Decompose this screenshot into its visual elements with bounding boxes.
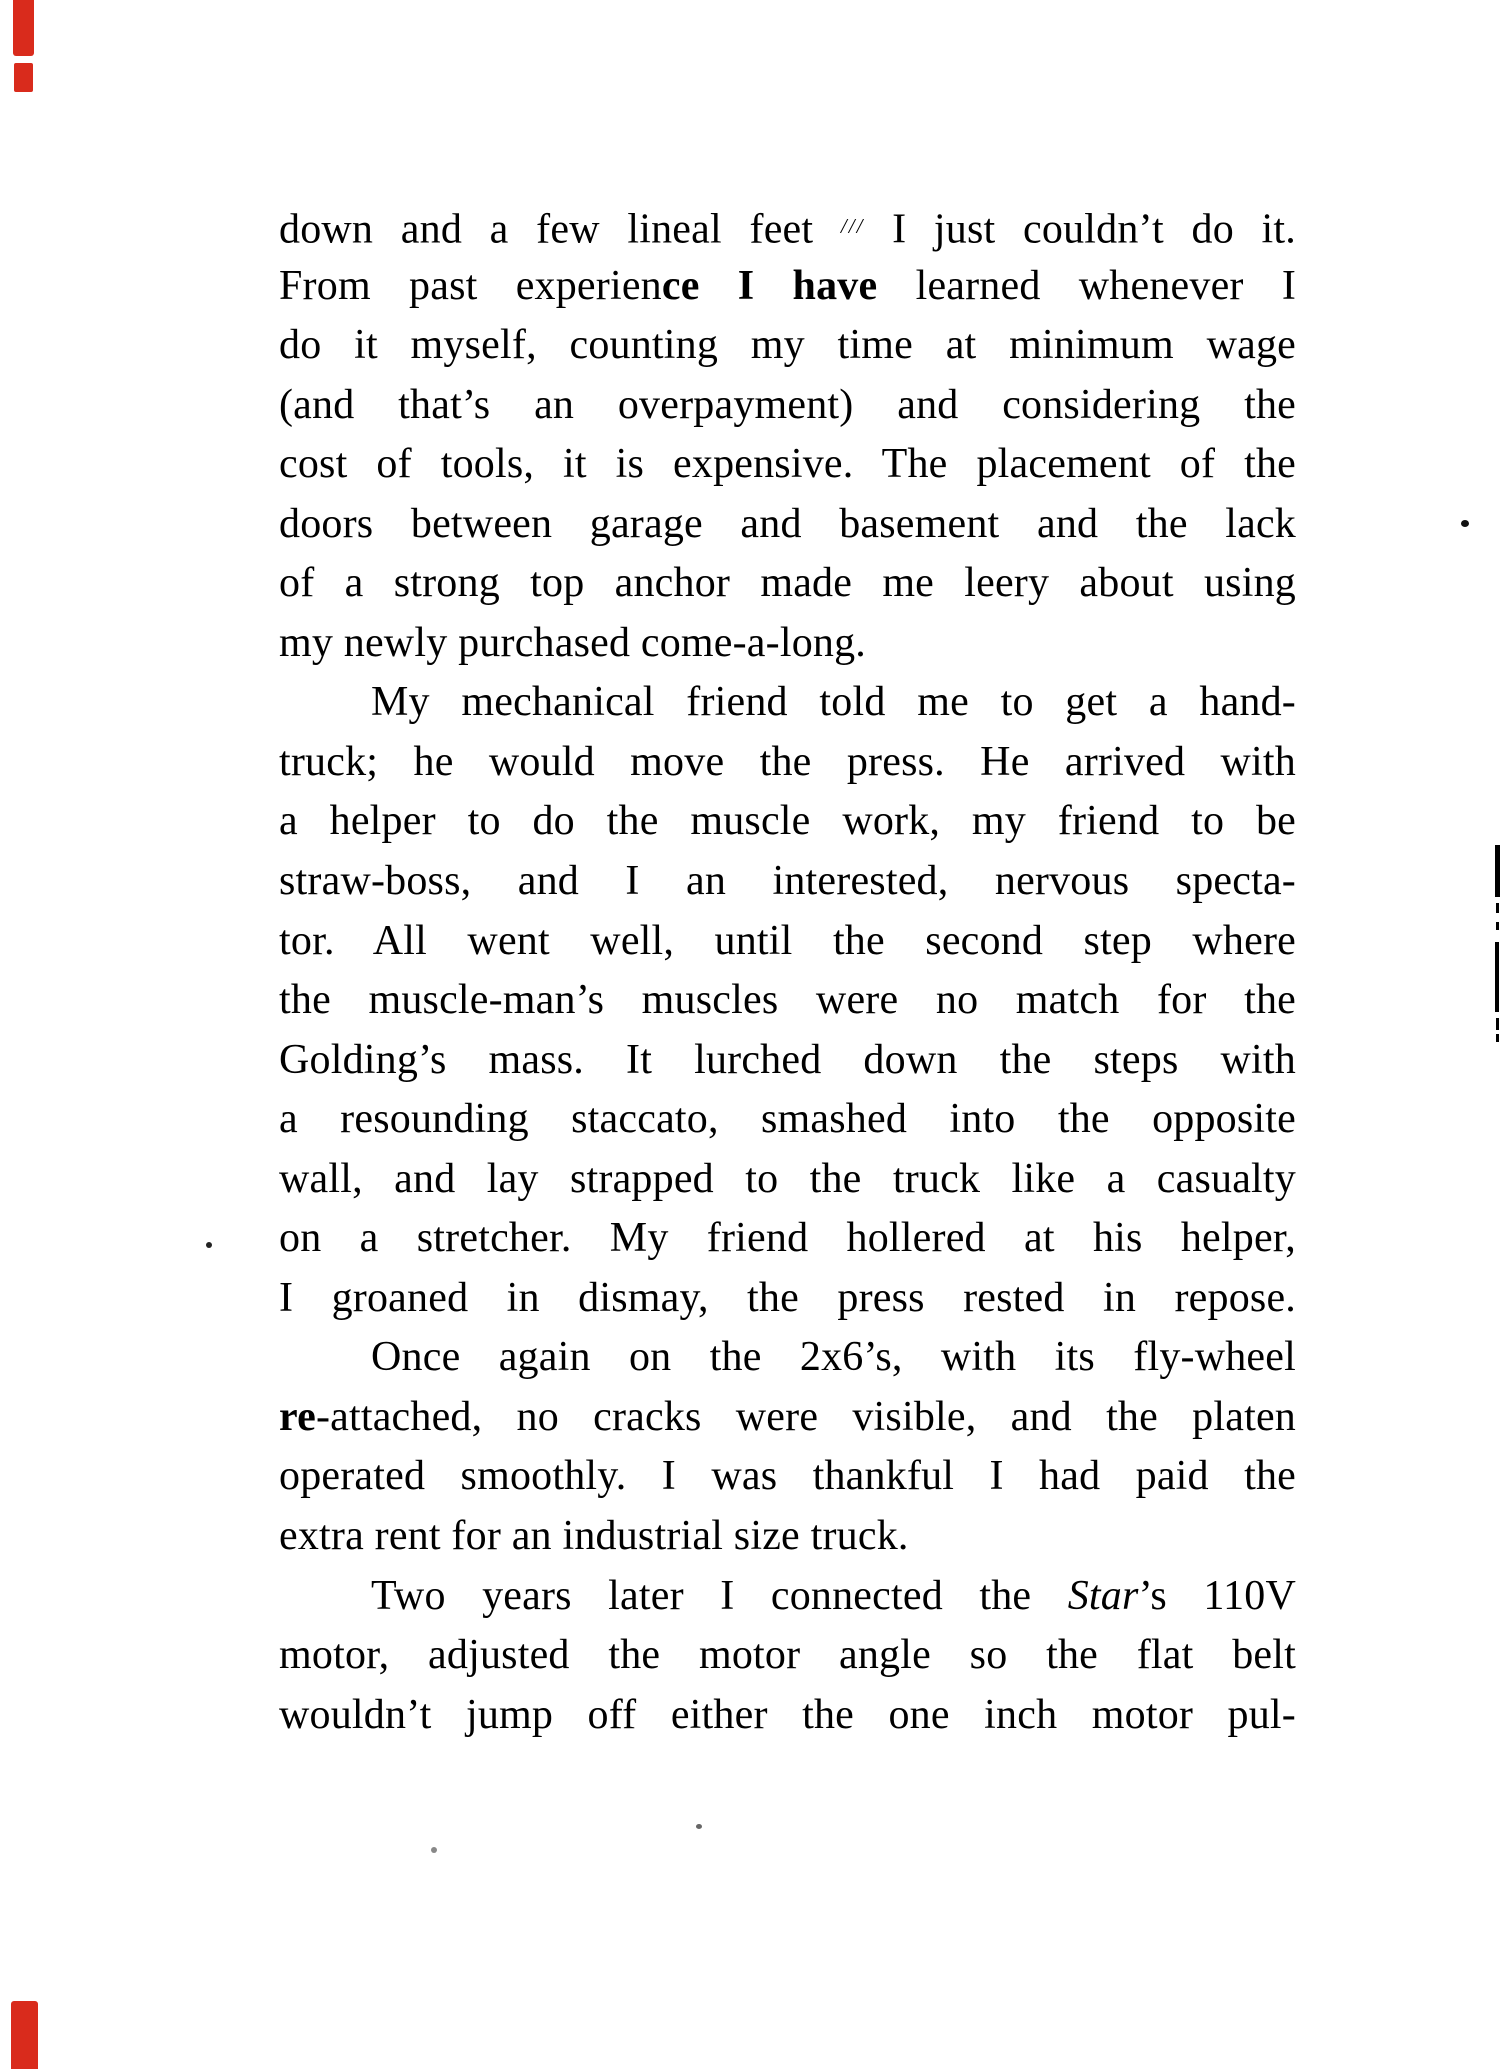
text-segment: My mechanical friend told me to get a hand-	[371, 679, 1296, 726]
text-segment-bold: re	[279, 1393, 316, 1440]
text-line	[279, 912, 1296, 972]
right-edge-binding-mark	[1496, 922, 1499, 930]
text-line	[279, 197, 1296, 257]
text-segment: my newly purchased come-a-long.	[279, 619, 867, 666]
text-line	[279, 1388, 1296, 1448]
text-segment: motor, adjusted the motor angle so the flat belt	[279, 1632, 1296, 1679]
text-line	[279, 1150, 1296, 1210]
text-segment: do it myself, counting my time at minimum wage	[279, 322, 1296, 369]
text-segment: straw-boss, and I an interested, nervous specta-	[279, 858, 1296, 905]
text-segment: From past experien	[279, 262, 662, 309]
text-segment: Once again on the 2x6’s, with its fly-wheel	[371, 1334, 1296, 1381]
text-line	[279, 1269, 1296, 1329]
red-scan-mark-bottom	[11, 2001, 38, 2069]
text-line	[279, 1626, 1296, 1686]
text-line	[279, 1447, 1296, 1507]
text-segment: ’s 110V	[1138, 1572, 1296, 1619]
ink-speck	[696, 1824, 702, 1829]
text-line	[279, 673, 1296, 733]
text-line	[279, 554, 1296, 614]
text-segment: Two years later I connected the	[371, 1572, 1068, 1619]
text-segment: Golding’s mass. It lurched down the steps with	[279, 1036, 1296, 1083]
text-segment: tor. All went well, until the second step where	[279, 917, 1296, 964]
text-segment: doors between garage and basement and the lack	[279, 500, 1296, 547]
text-line	[279, 971, 1296, 1031]
text-line	[279, 435, 1296, 495]
right-edge-binding-mark	[1496, 1034, 1499, 1042]
text-segment: on a stretcher. My friend hollered at his helper,	[279, 1215, 1296, 1262]
right-edge-binding-mark	[1495, 942, 1499, 1012]
text-segment: the muscle-man’s muscles were no match for the	[279, 977, 1296, 1024]
text-segment: operated smoothly. I was thankful I had paid the	[279, 1453, 1296, 1500]
ink-speck	[1461, 520, 1469, 527]
text-segment: down and a few lineal feet	[279, 206, 841, 253]
text-segment: I just couldn’t do it.	[864, 206, 1296, 253]
text-segment: wall, and lay strapped to the truck like a casualty	[279, 1155, 1296, 1202]
text-line	[279, 316, 1296, 376]
text-line	[279, 257, 1296, 317]
text-segment: a resounding staccato, smashed into the opposite	[279, 1096, 1296, 1143]
right-edge-binding-mark	[1496, 903, 1499, 913]
text-segment-dashes: ///	[840, 214, 865, 238]
ink-speck	[431, 1847, 437, 1853]
text-line	[279, 1090, 1296, 1150]
text-line	[279, 495, 1296, 555]
text-line	[279, 852, 1296, 912]
red-scan-mark-top-upper	[13, 0, 34, 56]
text-segment: cost of tools, it is expensive. The placement of the	[279, 441, 1296, 488]
text-line	[279, 733, 1296, 793]
text-segment: truck; he would move the press. He arrived with	[279, 738, 1296, 785]
text-segment: (and that’s an overpayment) and considering the	[279, 381, 1296, 428]
text-segment: learned whenever I	[877, 262, 1296, 309]
text-segment: I groaned in dismay, the press rested in repose.	[279, 1274, 1296, 1321]
text-segment: a helper to do the muscle work, my friend to be	[279, 798, 1296, 845]
text-line	[279, 614, 1296, 674]
text-line	[279, 1507, 1296, 1567]
page-text	[279, 197, 1296, 1745]
text-segment: of a strong top anchor made me leery about using	[279, 560, 1296, 607]
text-line	[279, 376, 1296, 436]
text-segment: -attached, no cracks were visible, and the platen	[315, 1393, 1296, 1440]
text-line	[279, 1328, 1296, 1388]
text-segment: extra rent for an industrial size truck.	[279, 1513, 909, 1560]
text-segment: wouldn’t jump off either the one inch motor pul-	[279, 1691, 1296, 1738]
right-edge-binding-mark	[1496, 1018, 1499, 1030]
text-line	[279, 1031, 1296, 1091]
text-line	[279, 1209, 1296, 1269]
text-line	[279, 1686, 1296, 1746]
ink-speck	[206, 1242, 212, 1248]
text-segment-bold: ce I have	[661, 262, 878, 309]
text-segment-italic: Star	[1067, 1572, 1139, 1619]
right-edge-binding-mark	[1495, 845, 1500, 897]
text-line	[279, 1567, 1296, 1627]
red-scan-mark-top-lower	[14, 63, 33, 92]
text-line	[279, 792, 1296, 852]
